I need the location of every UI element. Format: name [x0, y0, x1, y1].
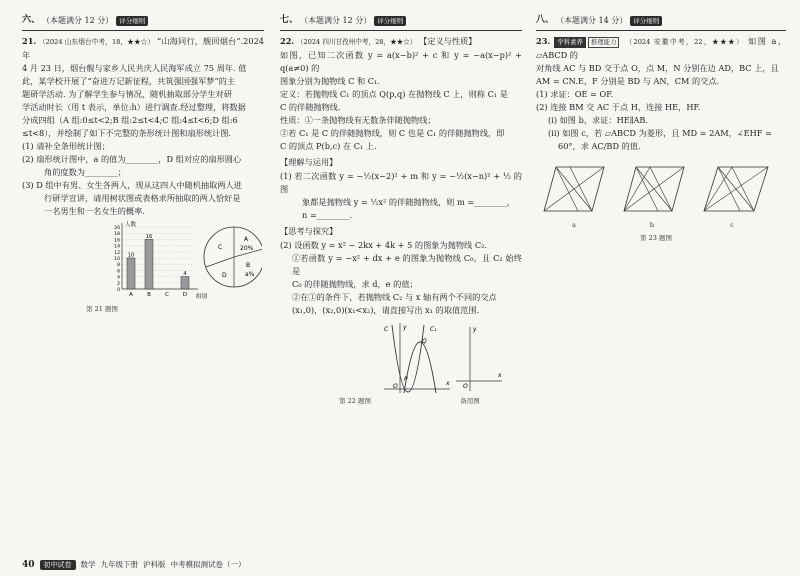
part-1-cont: n =________. — [302, 210, 353, 220]
segment-bm — [704, 167, 732, 211]
part-1-cont: 象都是抛物线 y = ½x² 的伴随抛物线，则 m =________， — [302, 197, 516, 207]
sublabel-b: b — [649, 221, 655, 229]
stem-line: 图象分别为抛物线 C 和 C₁. — [280, 76, 380, 86]
figure-caption: 第 22 题图 — [339, 397, 371, 405]
spare-figure-caption: 备用图 — [460, 397, 480, 405]
footer-edition: 沪科版 — [143, 560, 166, 569]
origin-label: O — [463, 383, 468, 390]
section-divider — [536, 30, 786, 31]
ability-tag: 推理能力 — [588, 37, 620, 48]
part-1: (1) 若二次函数 y = −½(x−2)² + m 和 y = −½(x−n)² + ½ 的图 — [280, 171, 522, 194]
footer-series: 中考模拟测试卷（一） — [170, 560, 246, 569]
y-tick-label: 10 — [114, 257, 120, 262]
parabola-c — [392, 325, 424, 392]
origin-label: O — [393, 383, 398, 390]
figure-22 — [280, 319, 522, 395]
curve-label-c: C — [384, 326, 389, 333]
stem-line: ②若 C₁ 是 C 的伴随抛物线，则 C 也是 C₁ 的伴随抛物线，即 — [280, 128, 505, 138]
segment-bm — [624, 167, 650, 211]
question-source: （2024 山东烟台中考，18，★★☆） — [39, 38, 155, 46]
literacy-tag: 学科素养 — [554, 37, 586, 48]
question-source: （2024 四川甘孜州中考，28，★★☆） — [296, 38, 417, 46]
y-tick-label: 18 — [114, 232, 120, 238]
curve-label-c1: C₁ — [430, 326, 437, 333]
stem-line: 性质：①一条抛物线有无数条伴随抛物线； — [280, 115, 436, 125]
x-axis-label: 组别 — [196, 294, 208, 300]
sublabel-c: c — [730, 221, 734, 229]
footer-subject: 数学 — [80, 560, 96, 569]
question-21-stem — [22, 35, 264, 62]
part-2-cont: C₀ 的伴随抛物线，求 d，e 的值； — [292, 279, 418, 289]
figure-23-sublabels — [536, 219, 786, 232]
y-tick-label: 6 — [117, 269, 120, 275]
pie-label-c: C — [218, 244, 223, 251]
part-1: (1) 请补全条形统计图； — [22, 141, 110, 151]
pie-divider — [206, 257, 234, 267]
section-divider — [22, 30, 264, 31]
stem-line: 如图 a，▱ABCD 的 — [536, 36, 787, 60]
bar — [181, 277, 189, 289]
x-tick-label: A — [129, 292, 133, 298]
part-3-cont: 行研学宣讲，请用树状图或表格求所抽取的两人恰好是 — [44, 193, 241, 203]
y-tick-label: 4 — [117, 275, 120, 281]
subheading: 【思考与探究】 — [280, 226, 338, 236]
part-2: (2) 扇形统计图中，a 的值为________，D 组对应的扇形圆心 — [22, 154, 242, 164]
brand-badge: 初中试卷 — [40, 560, 76, 570]
stem-line: 4 月 23 日，烟台舰与家乡人民共庆人民海军成立 75 周年. 值 — [22, 63, 247, 73]
part-2-ii: (ii) 如图 c，若 ▱ABCD 为菱形，且 MD = 2AM，∠EHF = — [548, 128, 772, 138]
data-label: 16 — [145, 233, 153, 240]
sublabel-a: a — [572, 221, 576, 229]
axis-label-x: x — [446, 380, 450, 387]
y-tick-label: 0 — [117, 288, 120, 293]
pie-label-a: A — [244, 236, 249, 243]
question-number: 22. — [280, 36, 295, 46]
stem-line: 此，某学校开展了“奋进万记新征程，共筑强国强军梦”的主 — [22, 76, 236, 86]
question-number: 23. — [536, 36, 551, 46]
figure-caption: 第 23 题图 — [640, 234, 672, 242]
stem-line: 学活动时长（用 t 表示，单位:h）进行调查.经过整理，将数据 — [22, 102, 246, 112]
segment-an — [718, 167, 740, 211]
pie-label-d: D — [222, 272, 227, 279]
subheading: 【理解与运用】 — [280, 157, 338, 167]
spare-graph — [456, 326, 502, 391]
y-axis-label: 人数 — [125, 222, 137, 228]
section-six — [22, 14, 264, 316]
pie-chart — [204, 227, 262, 287]
footer-grade: 九年级下册 — [100, 560, 139, 569]
page-footer — [22, 559, 246, 570]
part-3-cont: 一名男生和一名女生的概率. — [44, 206, 145, 216]
part-2: (2) 连接 BM 交 AC 于点 H，连接 HE，HF. — [536, 102, 701, 112]
bar — [145, 239, 153, 289]
section-points: （本题满分 12 分） — [300, 16, 372, 25]
section-seven — [280, 14, 522, 408]
bar-chart — [114, 221, 207, 300]
section-number: 六、 — [22, 15, 41, 25]
parabola-c1 — [404, 342, 436, 393]
stem-line: 如图，已知二次函数 y = a(x−b)² + c 和 y = −a(x−p)² + q(a≠0) 的 — [280, 50, 522, 73]
segment-cm — [732, 167, 754, 211]
axis-label-x: x — [498, 372, 502, 379]
pie-value-b: a% — [245, 271, 255, 278]
part-2-cont: 角的度数为________； — [44, 167, 126, 177]
y-tick-label: 8 — [117, 263, 120, 269]
part-2-i: (i) 如图 b，求证：HE∥AB. — [548, 115, 649, 125]
section-divider — [280, 30, 522, 31]
question-number: 21. — [22, 36, 37, 46]
stem-line: 对角线 AC 与 BD 交于点 O，点 M，N 分别在边 AD，BC 上，且 — [536, 63, 779, 73]
question-source: （2024 安徽中考，22，★★★） — [625, 38, 745, 46]
x-tick-label: C — [165, 292, 169, 298]
figure-23 — [536, 159, 786, 219]
segment-an — [636, 167, 658, 211]
data-label: 10 — [127, 252, 135, 259]
segment-cm — [570, 167, 592, 211]
scoring-badge: 评分细则 — [116, 16, 148, 26]
section-number: 八、 — [536, 15, 555, 25]
part-2-cont: ①若函数 y = −x² + dx + e 的图象为抛物线 C₀，且 C₂ 始终是 — [292, 253, 522, 276]
stem-line: C 的顶点 P(b,c) 在 C₁ 上. — [280, 141, 377, 151]
part-2: (2) 设函数 y = x² − 2kx + 4k + 5 的图象为抛物线 C₂. — [280, 240, 487, 250]
axis-label-y: y — [403, 324, 407, 331]
section-header — [280, 14, 522, 27]
pie-label-b: B — [246, 262, 251, 269]
question-22-stem — [280, 35, 522, 49]
section-header — [536, 14, 786, 27]
y-tick-label: 2 — [117, 281, 120, 287]
parabola-graph — [384, 323, 450, 393]
y-tick-label: 12 — [114, 250, 120, 256]
question-23-stem — [536, 35, 786, 62]
y-tick-label: 20 — [114, 226, 120, 231]
section-number: 七、 — [280, 15, 299, 25]
stem-line: 分成四组（A 组:0≤t<2;B 组:2≤t<4;C 组:4≤t<6;D 组:6 — [22, 115, 238, 125]
part-2-cont: (x₁,0)，(x₂,0)(x₁<x₂)，请直接写出 x₁ 的取值范围. — [292, 305, 480, 315]
scoring-badge: 评分细则 — [630, 16, 662, 26]
stem-line: AM = CN.E，F 分别是 BD 与 AN，CM 的交点. — [536, 76, 720, 86]
part-2-ii-cont: 60°，求 AC/BD 的值. — [558, 141, 641, 151]
stem-line: 题研学活动. 为了解学生参与情况，随机抽取部分学生对研 — [22, 89, 232, 99]
data-label: 4 — [183, 271, 187, 278]
segment-cm — [650, 167, 672, 211]
x-tick-label: B — [147, 292, 151, 298]
stem-line: C 的伴随抛物线. — [280, 102, 341, 112]
y-tick-label: 14 — [114, 244, 120, 250]
section-tag: 【定义与性质】 — [419, 36, 477, 46]
section-points: （本题满分 14 分） — [556, 16, 628, 25]
y-tick-label: 16 — [114, 238, 120, 244]
part-1: (1) 求证：OE = OF. — [536, 89, 614, 99]
stem-line: ≤t<8），并绘制了如下不完整的条形统计图和扇形统计图. — [22, 128, 232, 138]
stem-line: 定义：若抛物线 C₁ 的顶点 Q(p,q) 在抛物线 C 上，则称 C₁ 是 — [280, 89, 508, 99]
part-2-cont: ②在①的条件下，若抛物线 C₂ 与 x 轴有两个不同的交点 — [292, 292, 497, 302]
figure-b — [624, 167, 684, 211]
diagonal-bd — [624, 167, 684, 211]
figure-21 — [22, 221, 262, 303]
section-eight — [536, 14, 786, 245]
figure-c — [704, 167, 768, 211]
scoring-badge: 评分细则 — [374, 16, 406, 26]
point-label-q: Q — [422, 338, 427, 345]
segment-an — [556, 167, 578, 211]
bar — [127, 258, 135, 289]
figure-a — [544, 167, 604, 211]
point-label-p: P — [404, 376, 408, 383]
part-3: (3) D 组中有男、女生各两人，现从这四人中随机抽取两人进 — [22, 180, 242, 190]
stem-line: “山海同行，舰回烟台”.2024 年 — [22, 36, 265, 60]
diagonal-bd — [704, 167, 768, 211]
section-header — [22, 14, 264, 27]
diagonal-bd — [544, 167, 604, 211]
section-points: （本题满分 12 分） — [42, 16, 114, 25]
axis-label-y: y — [473, 326, 477, 333]
pie-value-a: 20% — [240, 245, 254, 252]
page-number: 40 — [22, 559, 35, 570]
figure-caption: 第 21 题图 — [86, 305, 118, 313]
x-tick-label: D — [182, 292, 188, 298]
figure-22-captions — [280, 395, 522, 408]
